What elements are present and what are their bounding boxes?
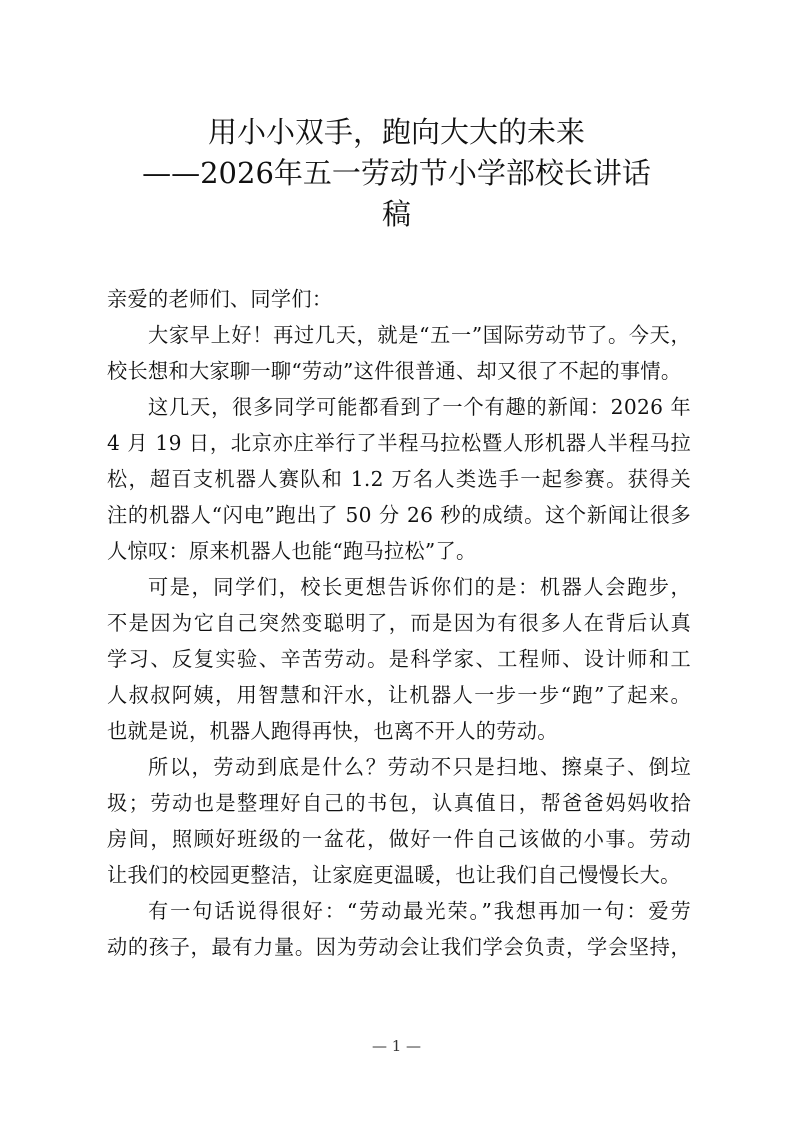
body-line: 动的孩子，最有力量。因为劳动会让我们学会负责，学会坚持， [107, 935, 691, 959]
title-line-main: 用小小双手，跑向大大的未来 [207, 115, 585, 149]
body-line: 人叔叔阿姨，用智慧和汗水，让机器人一步一步“跑”了起来。 [107, 683, 691, 707]
body-line: 让我们的校园更整洁，让家庭更温暖，也让我们自己慢慢长大。 [107, 863, 681, 887]
body-line: 亲爱的老师们、同学们： [107, 287, 333, 311]
body-line: 也就是说，机器人跑得再快，也离不开人的劳动。 [107, 719, 558, 743]
body-line: 有一句话说得很好：“劳动最光荣。”我想再加一句：爱劳 [148, 899, 691, 923]
body-line: 注的机器人“闪电”跑出了 50 分 26 秒的成绩。这个新闻让很多 [107, 503, 691, 527]
document-title [0, 112, 793, 235]
title-line-subtitle-cont: 稿 [381, 197, 411, 231]
body-line: 不是因为它自己突然变聪明了，而是因为有很多人在背后认真 [107, 611, 691, 635]
body-line: 圾；劳动也是整理好自己的书包，认真值日，帮爸爸妈妈收拾 [107, 791, 691, 815]
body-line: 校长想和大家聊一聊“劳动”这件很普通、却又很了不起的事情。 [107, 359, 682, 383]
body-line: 人惊叹：原来机器人也能“跑马拉松”了。 [107, 539, 477, 563]
body-line: 大家早上好！再过几天，就是“五一”国际劳动节了。今天， [148, 323, 691, 347]
document-body [107, 281, 691, 965]
body-line: 可是，同学们，校长更想告诉你们的是：机器人会跑步， [148, 575, 691, 599]
body-line: 房间，照顾好班级的一盆花，做好一件自己该做的小事。劳动 [107, 827, 691, 851]
body-line: 4 月 19 日，北京亦庄举行了半程马拉松暨人形机器人半程马拉 [107, 431, 691, 455]
body-line: 所以，劳动到底是什么？劳动不只是扫地、擦桌子、倒垃 [148, 755, 691, 779]
body-line: 学习、反复实验、辛苦劳动。是科学家、工程师、设计师和工 [107, 647, 691, 671]
body-line: 松，超百支机器人赛队和 1.2 万名人类选手一起参赛。获得关 [107, 467, 691, 491]
page-number: — 1 — [371, 1037, 422, 1055]
title-line-subtitle: ——2026年五一劳动节小学部校长讲话 [142, 156, 651, 190]
body-line: 这几天，很多同学可能都看到了一个有趣的新闻：2026 年 [148, 395, 691, 419]
